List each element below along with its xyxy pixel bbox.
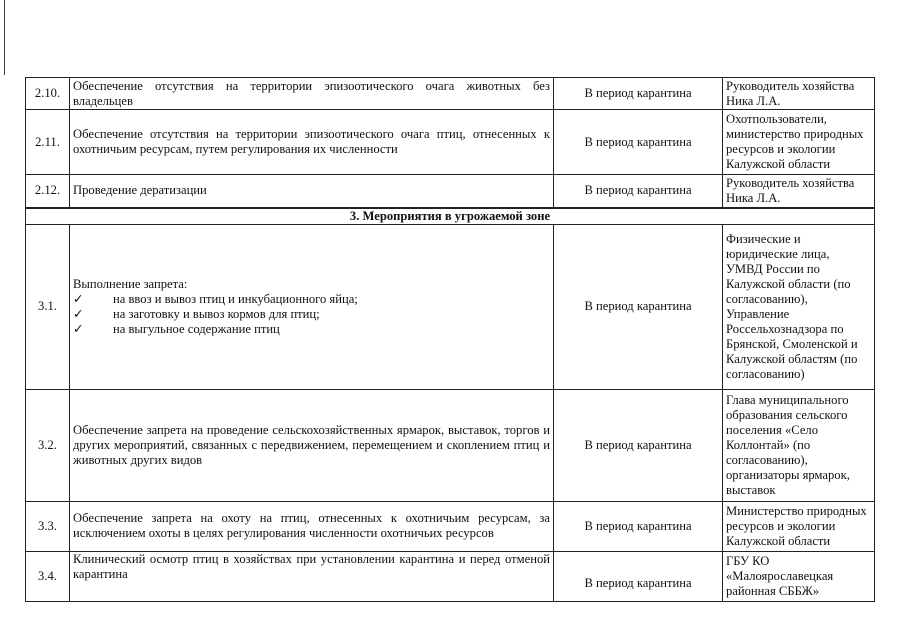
table-row [26,501,875,551]
responsible-cell: Министерство природных ресурсов и экологии Калужской области [723,501,875,551]
table-row [26,389,875,501]
responsible-cell: Глава муниципального образования сельского поселения «Село Коллонтай» (по согласованию), организаторы ярмарок, выставок [723,389,875,501]
term-cell: В период карантина [554,224,723,389]
list-item: ✓ на выгульное содержание птиц [73,321,280,336]
row-number: 2.10. [26,78,70,110]
measure-text: Проведение дератизации [70,175,554,208]
list-intro: Выполнение запрета: [73,276,188,291]
term-cell: В период карантина [554,551,723,601]
checkmark-icon: ✓ [73,321,84,336]
term-cell: В период карантина [554,389,723,501]
measure-text: Обеспечение запрета на охоту на птиц, отнесенных к охотничьим ресурсам, за исключением охоты в целях регулирования численности охотничьих ресурсов [70,501,554,551]
section-title: 3. Мероприятия в угрожаемой зоне [26,208,875,225]
list-item: ✓ на ввоз и вывоз птиц и инкубационного яйца; [73,291,358,306]
row-number: 2.12. [26,175,70,208]
term-cell: В период карантина [554,501,723,551]
table-row [26,78,875,110]
row-number: 3.3. [26,501,70,551]
table-row [26,224,875,389]
measure-text [70,224,554,389]
section-header-row [26,208,875,225]
term-cell: В период карантина [554,110,723,175]
term-cell: В период карантина [554,78,723,110]
row-number: 3.2. [26,389,70,501]
responsible-cell: Физические и юридические лица, УМВД России по Калужской области (по согласованию), Управление Россельхознадзора по Брянской, Смоленской и Калужской областям (по согласованию) [723,224,875,389]
checkmark-icon: ✓ [73,306,84,321]
responsible-cell: Охотпользователи, министерство природных ресурсов и экологии Калужской области [723,110,875,175]
table-row [26,175,875,208]
row-number: 3.1. [26,224,70,389]
table-row [26,110,875,175]
measure-text: Обеспечение отсутствия на территории эпизоотического очага птиц, отнесенных к охотничьим ресурсам, путем регулирования их численности [70,110,554,175]
table-row [26,551,875,601]
term-cell: В период карантина [554,175,723,208]
row-number: 2.11. [26,110,70,175]
checkmark-icon: ✓ [73,291,84,306]
measure-text: Обеспечение отсутствия на территории эпизоотического очага животных без владельцев [70,78,554,110]
page-edge-line [4,0,5,75]
measure-text: Обеспечение запрета на проведение сельскохозяйственных ярмарок, выставок, торгов и других мероприятий, связанных с передвижением, перемещением и скоплением птиц и животных других видов [70,389,554,501]
responsible-cell: Руководитель хозяйства Ника Л.А. [723,78,875,110]
measures-table [25,77,875,602]
responsible-cell: ГБУ КО «Малоярославецкая районная СББЖ» [723,551,875,601]
responsible-cell: Руководитель хозяйства Ника Л.А. [723,175,875,208]
row-number: 3.4. [26,551,70,601]
measure-text: Клинический осмотр птиц в хозяйствах при установлении карантина и перед отменой карантина [70,551,554,601]
list-item: ✓ на заготовку и вывоз кормов для птиц; [73,306,320,321]
